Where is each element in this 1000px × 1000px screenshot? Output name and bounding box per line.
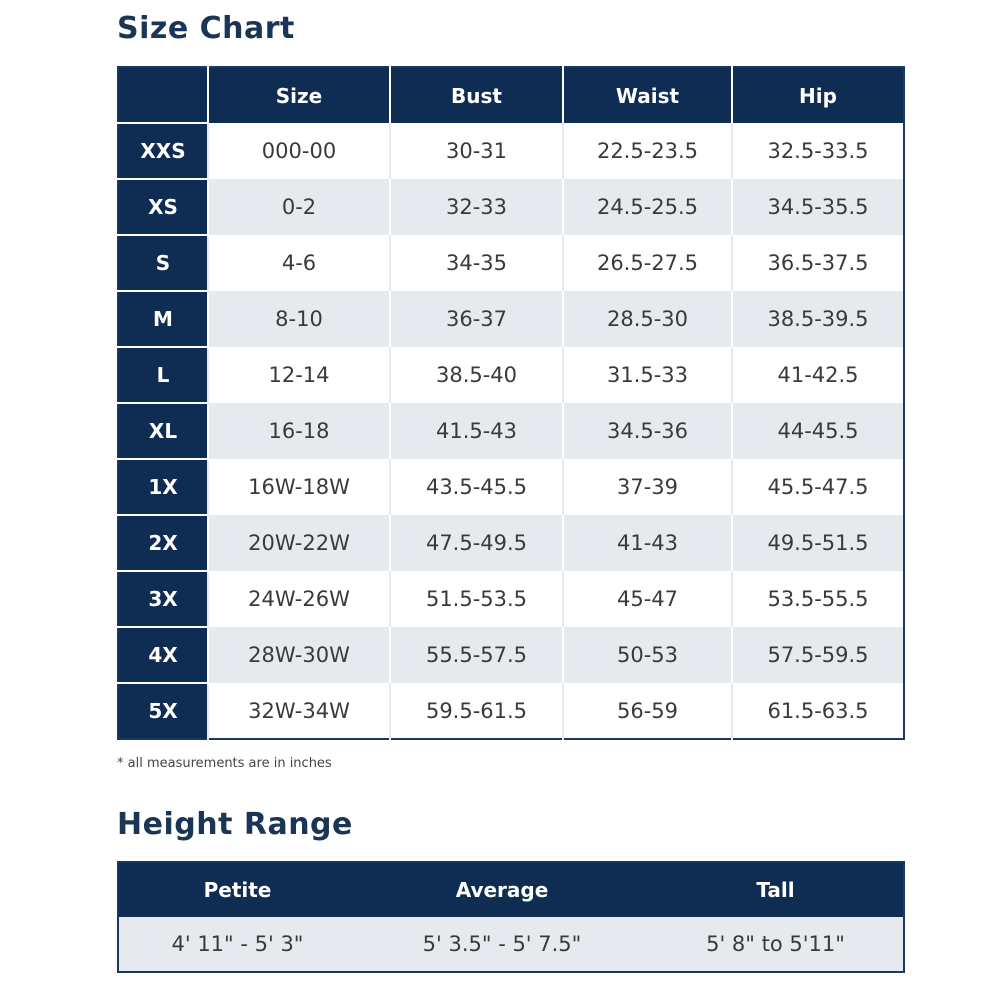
cell-bust: 32-33 — [390, 179, 563, 235]
header-size: Size — [208, 67, 390, 123]
cell-bust: 55.5-57.5 — [390, 627, 563, 683]
row-label: XL — [118, 403, 208, 459]
height-value-row — [118, 917, 904, 972]
table-row — [118, 179, 904, 235]
cell-tall: 5' 8" to 5'11" — [648, 917, 904, 972]
cell-size: 0-2 — [208, 179, 390, 235]
row-label: S — [118, 235, 208, 291]
cell-hip: 45.5-47.5 — [732, 459, 904, 515]
cell-bust: 59.5-61.5 — [390, 683, 563, 739]
cell-size: 20W-22W — [208, 515, 390, 571]
cell-size: 28W-30W — [208, 627, 390, 683]
cell-waist: 28.5-30 — [563, 291, 732, 347]
row-label: L — [118, 347, 208, 403]
cell-hip: 36.5-37.5 — [732, 235, 904, 291]
cell-hip: 38.5-39.5 — [732, 291, 904, 347]
table-row — [118, 459, 904, 515]
cell-bust: 41.5-43 — [390, 403, 563, 459]
row-label: XXS — [118, 123, 208, 179]
cell-average: 5' 3.5" - 5' 7.5" — [356, 917, 648, 972]
cell-size: 12-14 — [208, 347, 390, 403]
table-row — [118, 683, 904, 739]
header-bust: Bust — [390, 67, 563, 123]
cell-bust: 36-37 — [390, 291, 563, 347]
cell-bust: 43.5-45.5 — [390, 459, 563, 515]
cell-hip: 53.5-55.5 — [732, 571, 904, 627]
cell-size: 4-6 — [208, 235, 390, 291]
cell-size: 8-10 — [208, 291, 390, 347]
header-corner — [118, 67, 208, 123]
row-label: 2X — [118, 515, 208, 571]
height-header-row — [118, 862, 904, 917]
cell-hip: 49.5-51.5 — [732, 515, 904, 571]
cell-bust: 38.5-40 — [390, 347, 563, 403]
cell-waist: 34.5-36 — [563, 403, 732, 459]
height-range-table — [117, 861, 905, 973]
size-chart-table — [117, 66, 905, 740]
cell-waist: 26.5-27.5 — [563, 235, 732, 291]
cell-waist: 31.5-33 — [563, 347, 732, 403]
cell-bust: 47.5-49.5 — [390, 515, 563, 571]
table-row — [118, 347, 904, 403]
size-chart-header-row — [118, 67, 904, 123]
cell-waist: 45-47 — [563, 571, 732, 627]
row-label: 1X — [118, 459, 208, 515]
table-row — [118, 571, 904, 627]
cell-size: 32W-34W — [208, 683, 390, 739]
header-tall: Tall — [648, 862, 904, 917]
header-hip: Hip — [732, 67, 904, 123]
cell-waist: 56-59 — [563, 683, 732, 739]
measurement-note: * all measurements are in inches — [117, 756, 332, 771]
cell-size: 16-18 — [208, 403, 390, 459]
row-label: 4X — [118, 627, 208, 683]
cell-waist: 50-53 — [563, 627, 732, 683]
cell-size: 16W-18W — [208, 459, 390, 515]
cell-hip: 41-42.5 — [732, 347, 904, 403]
cell-waist: 24.5-25.5 — [563, 179, 732, 235]
cell-bust: 30-31 — [390, 123, 563, 179]
cell-hip: 34.5-35.5 — [732, 179, 904, 235]
row-label: 3X — [118, 571, 208, 627]
size-chart-title: Size Chart — [117, 11, 295, 46]
cell-hip: 32.5-33.5 — [732, 123, 904, 179]
cell-bust: 51.5-53.5 — [390, 571, 563, 627]
table-row — [118, 123, 904, 179]
cell-bust: 34-35 — [390, 235, 563, 291]
table-row — [118, 515, 904, 571]
table-row — [118, 235, 904, 291]
cell-waist: 41-43 — [563, 515, 732, 571]
row-label: XS — [118, 179, 208, 235]
cell-hip: 57.5-59.5 — [732, 627, 904, 683]
table-row — [118, 403, 904, 459]
row-label: 5X — [118, 683, 208, 739]
table-row — [118, 291, 904, 347]
row-label: M — [118, 291, 208, 347]
height-range-title: Height Range — [117, 807, 353, 842]
cell-size: 24W-26W — [208, 571, 390, 627]
cell-size: 000-00 — [208, 123, 390, 179]
header-average: Average — [356, 862, 648, 917]
table-row — [118, 627, 904, 683]
header-waist: Waist — [563, 67, 732, 123]
cell-petite: 4' 11" - 5' 3" — [118, 917, 356, 972]
header-petite: Petite — [118, 862, 356, 917]
cell-hip: 44-45.5 — [732, 403, 904, 459]
cell-waist: 37-39 — [563, 459, 732, 515]
cell-waist: 22.5-23.5 — [563, 123, 732, 179]
cell-hip: 61.5-63.5 — [732, 683, 904, 739]
